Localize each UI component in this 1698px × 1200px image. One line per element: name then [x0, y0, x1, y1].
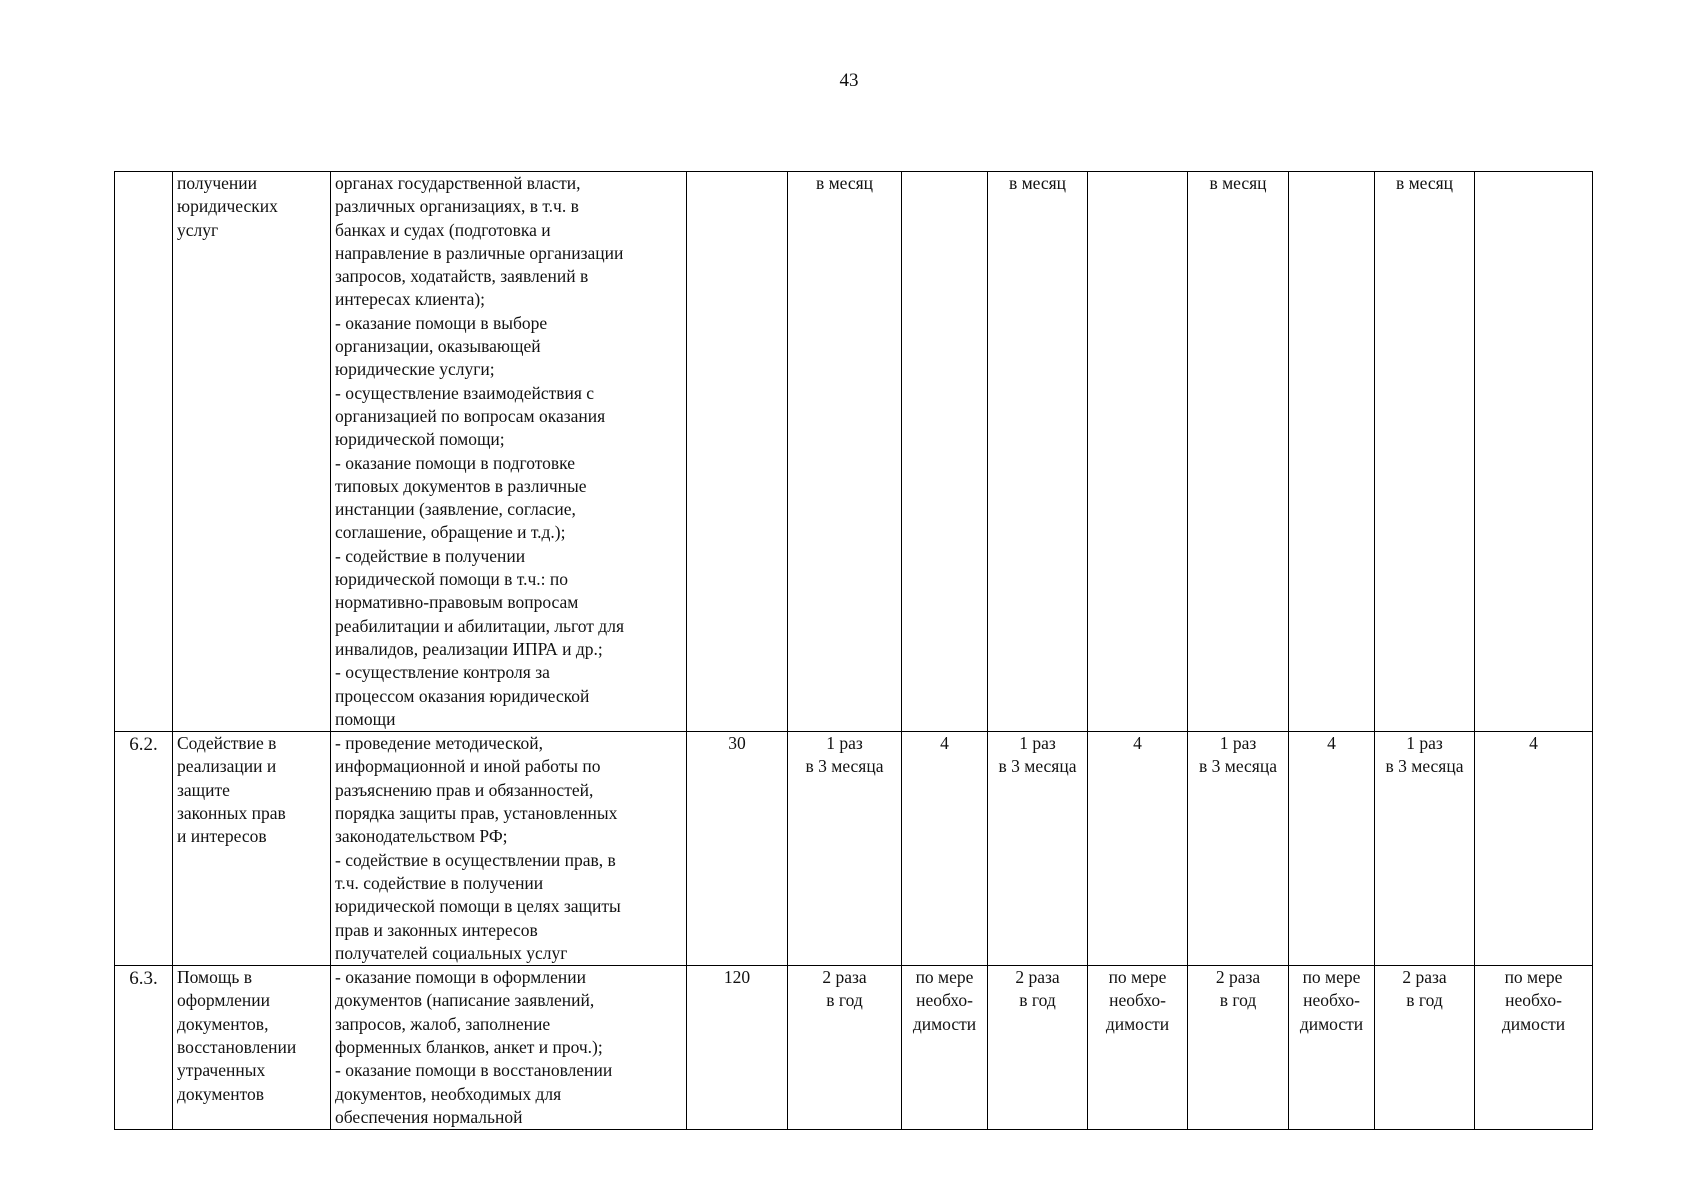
service-name-cell: Содействие в реализации и защите законных прав и интересов	[173, 732, 331, 966]
row-number-cell: 6.2.	[115, 732, 173, 966]
service-description-cell: органах государственной власти, различных организациях, в т.ч. в банках и судах (подготовка и направление в различные организации запросов, ходатайств, заявлений в интересах клиента); - оказание помощи в выборе организации, оказывающей юридические услуги; - осуществление взаимодействия с организацией по вопросам оказания юридической помощи; - оказание помощи в подготовке типовых документов в различные инстанции (заявление, согласие, соглашение, обращение и т.д.); - содействие в получении юридической помощи в т.ч.: по нормативно-правовым вопросам реабилитации и абилитации, льгот для инвалидов, реализации ИПРА и др.; - осуществление контроля за процессом оказания юридической помощи	[331, 172, 687, 732]
frequency-cell: 1 раз в 3 месяца	[988, 732, 1088, 966]
frequency-cell: 1 раз в 3 месяца	[788, 732, 902, 966]
row-number-cell: 6.3.	[115, 966, 173, 1130]
page-number: 43	[839, 70, 859, 91]
table-row	[115, 966, 1593, 1130]
duration-cell: 30	[687, 732, 788, 966]
frequency-cell: 1 раз в 3 месяца	[1188, 732, 1289, 966]
service-name-cell: получении юридических услуг	[173, 172, 331, 732]
duration-cell: 120	[687, 966, 788, 1130]
frequency-cell: в месяц	[788, 172, 902, 732]
count-cell	[1475, 172, 1593, 732]
count-cell: 4	[1088, 732, 1188, 966]
frequency-cell: в месяц	[1188, 172, 1289, 732]
table-row	[115, 172, 1593, 732]
count-cell: по мере необхо- димости	[1475, 966, 1593, 1130]
count-cell: по мере необхо- димости	[1088, 966, 1188, 1130]
frequency-cell: в месяц	[1375, 172, 1475, 732]
count-cell: 4	[1289, 732, 1375, 966]
count-cell	[1088, 172, 1188, 732]
service-description-cell: - проведение методической, информационной и иной работы по разъяснению прав и обязанностей, порядка защиты прав, установленных законодательством РФ; - содействие в осуществлении прав, в т.ч. содействие в получении юридической помощи в целях защиты прав и законных интересов получателей социальных услуг	[331, 732, 687, 966]
count-cell: по мере необхо- димости	[902, 966, 988, 1130]
count-cell: по мере необхо- димости	[1289, 966, 1375, 1130]
count-cell	[1289, 172, 1375, 732]
frequency-cell: 2 раза в год	[988, 966, 1088, 1130]
row-number-cell	[115, 172, 173, 732]
count-cell	[902, 172, 988, 732]
frequency-cell: 1 раз в 3 месяца	[1375, 732, 1475, 966]
service-description-cell: - оказание помощи в оформлении документов (написание заявлений, запросов, жалоб, заполнение форменных бланков, анкет и проч.); - оказание помощи в восстановлении документов, необходимых для обеспечения нормальной	[331, 966, 687, 1130]
frequency-cell: 2 раза в год	[1188, 966, 1289, 1130]
table-row	[115, 732, 1593, 966]
frequency-cell: 2 раза в год	[788, 966, 902, 1130]
services-table	[114, 171, 1593, 1130]
frequency-cell: 2 раза в год	[1375, 966, 1475, 1130]
count-cell: 4	[1475, 732, 1593, 966]
frequency-cell: в месяц	[988, 172, 1088, 732]
service-name-cell: Помощь в оформлении документов, восстановлении утраченных документов	[173, 966, 331, 1130]
count-cell: 4	[902, 732, 988, 966]
duration-cell	[687, 172, 788, 732]
